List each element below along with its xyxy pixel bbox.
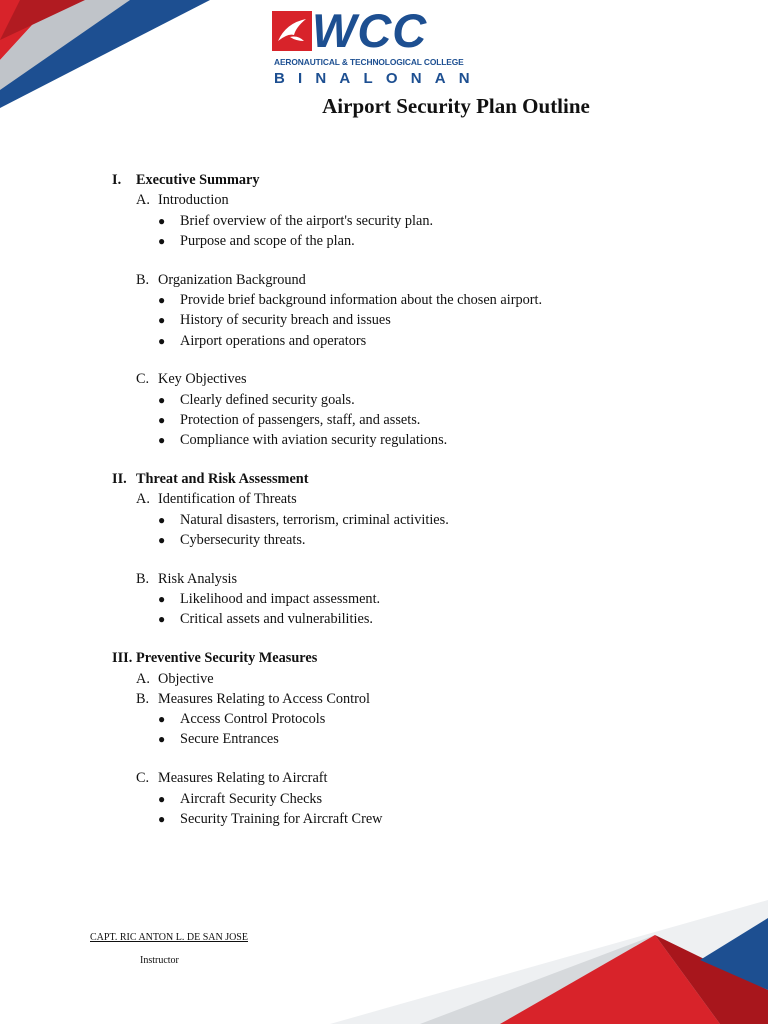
instructor-name: CAPT. RIC ANTON L. DE SAN JOSE xyxy=(90,932,248,943)
bullet-item xyxy=(158,709,325,729)
logo-campus-name: BINALONAN xyxy=(274,70,483,87)
bullet-icon: ● xyxy=(158,732,166,747)
document-title: Airport Security Plan Outline xyxy=(322,94,590,118)
bullet-item xyxy=(158,510,449,530)
bullet-icon: ● xyxy=(158,413,166,427)
subsection-letter: B. xyxy=(136,570,150,587)
bullet-text: History of security breach and issues xyxy=(180,312,391,329)
bullet-text: Secure Entrances xyxy=(180,731,279,748)
bullet-icon: ● xyxy=(158,233,166,248)
subsection-letter: A. xyxy=(136,491,150,508)
section-heading xyxy=(112,170,260,190)
bullet-text: Compliance with aviation security regulations. xyxy=(180,432,448,449)
subsection-heading xyxy=(136,689,370,709)
bullet-text: Security Training for Aircraft Crew xyxy=(180,810,383,827)
subsection-label: Objective xyxy=(158,670,214,687)
bullet-icon: ● xyxy=(158,313,166,328)
bullet-icon: ● xyxy=(158,811,166,826)
instructor-role: Instructor xyxy=(140,955,179,966)
bullet-item xyxy=(158,290,542,310)
bullet-item xyxy=(158,331,366,351)
bullet-item xyxy=(158,410,420,430)
subsection-heading xyxy=(136,768,328,788)
section-label: Executive Summary xyxy=(136,172,260,188)
logo-wordmark: WCC xyxy=(312,4,428,57)
bullet-item xyxy=(158,231,355,251)
bullet-text: Aircraft Security Checks xyxy=(180,790,323,807)
subsection-label: Risk Analysis xyxy=(158,570,238,587)
section-number: III. xyxy=(112,650,133,667)
subsection-heading xyxy=(136,669,214,689)
bullet-icon: ● xyxy=(158,293,166,307)
bullet-icon: ● xyxy=(158,612,166,627)
bullet-item xyxy=(158,211,433,231)
bullet-text: Protection of passengers, staff, and assets. xyxy=(180,412,421,428)
bullet-icon: ● xyxy=(158,213,166,228)
bullet-text: Clearly defined security goals. xyxy=(180,391,355,408)
subsection-letter: B. xyxy=(136,271,150,288)
subsection-heading xyxy=(136,369,247,389)
bullet-icon: ● xyxy=(158,333,166,348)
bullet-text: Provide brief background information about the chosen airport. xyxy=(180,292,543,308)
subsection-label: Measures Relating to Access Control xyxy=(158,690,371,707)
bullet-text: Natural disasters, terrorism, criminal activities. xyxy=(180,511,449,528)
subsection-label: Key Objectives xyxy=(158,371,247,388)
bullet-text: Critical assets and vulnerabilities. xyxy=(180,611,373,628)
bullet-text: Airport operations and operators xyxy=(180,332,367,349)
bullet-icon: ● xyxy=(158,392,166,407)
section-label: Threat and Risk Assessment xyxy=(136,471,309,488)
bullet-item xyxy=(158,609,373,629)
subsection-letter: C. xyxy=(136,371,150,388)
subsection-label: Identification of Threats xyxy=(158,491,297,508)
bullet-icon: ● xyxy=(158,712,166,727)
section-number: II. xyxy=(112,471,127,488)
bird-emblem-icon xyxy=(272,11,312,51)
bullet-item xyxy=(158,729,279,749)
bullet-text: Access Control Protocols xyxy=(180,711,326,728)
subsection-heading xyxy=(136,190,229,210)
bullet-item xyxy=(158,390,355,410)
subsection-letter: C. xyxy=(136,770,150,787)
bullet-text: Brief overview of the airport's security plan. xyxy=(180,212,434,229)
bullet-item xyxy=(158,530,305,550)
bullet-icon: ● xyxy=(158,512,166,527)
subsection-label: Measures Relating to Aircraft xyxy=(158,770,328,787)
bullet-text: Likelihood and impact assessment. xyxy=(180,591,381,608)
bullet-icon: ● xyxy=(158,433,166,448)
logo-college-name: AERONAUTICAL & TECHNOLOGICAL COLLEGE xyxy=(274,57,464,67)
bullet-icon: ● xyxy=(158,791,166,806)
bullet-icon: ● xyxy=(158,533,166,547)
bullet-item xyxy=(158,430,447,450)
subsection-letter: A. xyxy=(136,192,150,209)
subsection-heading xyxy=(136,569,237,589)
bullet-item xyxy=(158,789,322,809)
subsection-letter: B. xyxy=(136,690,150,707)
subsection-label: Introduction xyxy=(158,192,229,209)
college-logo xyxy=(272,4,487,90)
bullet-item xyxy=(158,310,391,330)
subsection-letter: A. xyxy=(136,670,150,687)
bullet-text: Purpose and scope of the plan. xyxy=(180,232,355,249)
subsection-heading xyxy=(136,270,306,290)
section-heading xyxy=(112,469,309,489)
bullet-item xyxy=(158,589,380,609)
subsection-heading xyxy=(136,489,297,509)
bullet-text: Cybersecurity threats. xyxy=(180,532,306,548)
section-number: I. xyxy=(112,172,122,188)
bullet-item xyxy=(158,809,383,829)
section-label: Preventive Security Measures xyxy=(136,650,318,667)
bullet-icon: ● xyxy=(158,592,166,607)
subsection-label: Organization Background xyxy=(158,271,306,288)
section-heading xyxy=(112,648,317,668)
